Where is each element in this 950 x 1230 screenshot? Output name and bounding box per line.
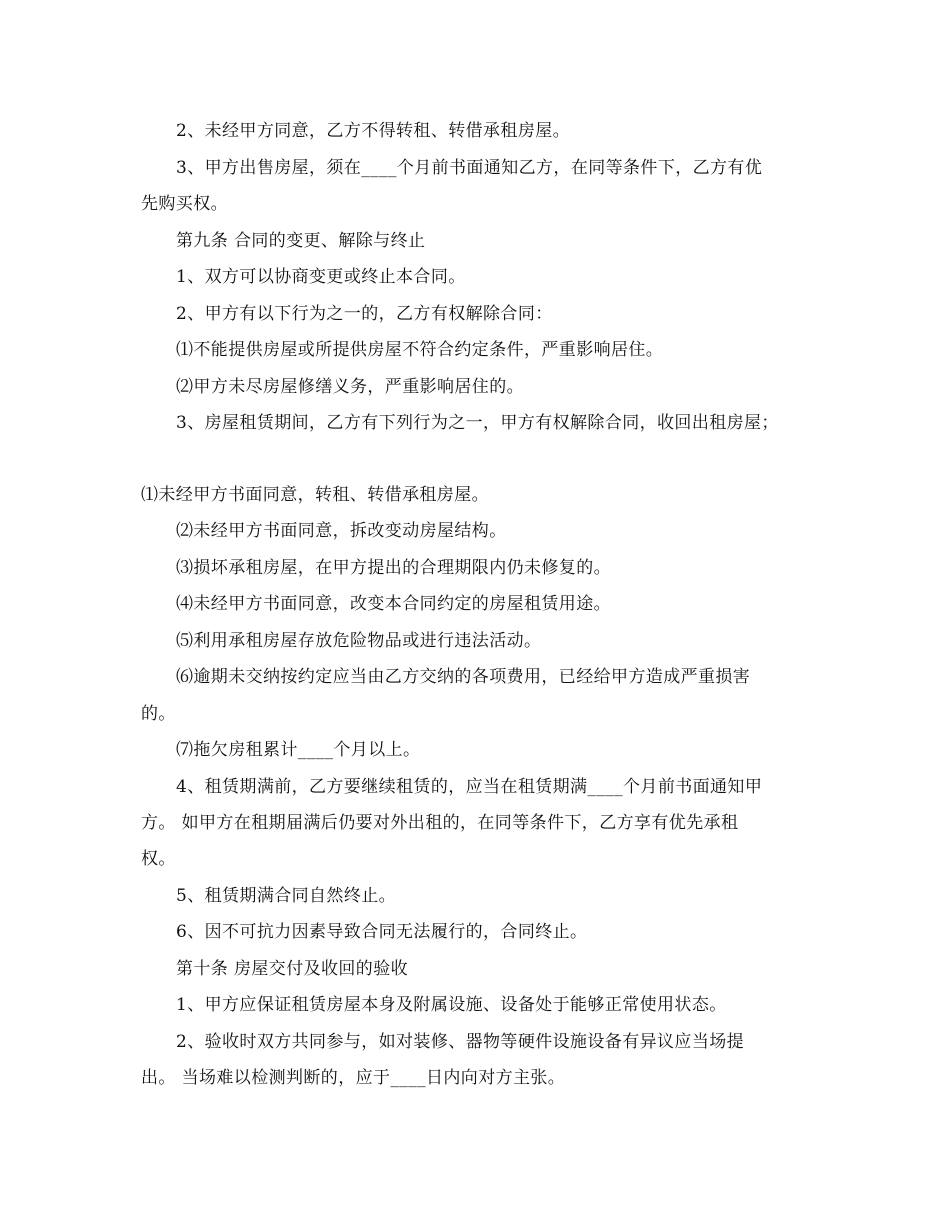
article-10-heading: 第十条 房屋交付及收回的验收	[176, 959, 409, 979]
article-9-item-3-sub-1: ⑴未经甲方书面同意，转租、转借承租房屋。	[141, 485, 489, 505]
article-9-item-4: 4、租赁期满前，乙方要继续租赁的，应当在租赁期满____个月前书面通知甲	[176, 777, 763, 797]
clause-8-item-2: 2、未经甲方同意，乙方不得转租、转借承租房屋。	[176, 121, 571, 141]
article-9-item-3-sub-6: ⑹逾期未交纳按约定应当由乙方交纳的各项费用，已经给甲方造成严重损害	[176, 667, 751, 687]
article-9-item-2: 2、甲方有以下行为之一的，乙方有权解除合同：	[176, 304, 553, 324]
article-9-item-4-cont: 方。 如甲方在租期届满后仍要对外出租的，在同等条件下，乙方享有优先承租	[141, 813, 739, 833]
clause-8-item-3: 3、甲方出售房屋，须在____个月前书面通知乙方，在同等条件下，乙方有优	[176, 158, 763, 178]
article-9-item-3-sub-7: ⑺拖欠房租累计____个月以上。	[176, 740, 421, 760]
article-9-item-6: 6、因不可抗力因素导致合同无法履行的，合同终止。	[176, 922, 588, 942]
article-9-item-4-cont-2: 权。	[141, 849, 176, 869]
article-9-item-3: 3、房屋租赁期间，乙方有下列行为之一，甲方有权解除合同，收回出租房屋；	[176, 413, 779, 433]
article-9-item-3-sub-4: ⑷未经甲方书面同意，改变本合同约定的房屋租赁用途。	[176, 594, 611, 614]
clause-8-item-3-cont: 先购买权。	[141, 194, 228, 214]
article-9-item-3-sub-6-cont: 的。	[141, 704, 176, 724]
article-9-item-2-sub-1: ⑴不能提供房屋或所提供房屋不符合约定条件，严重影响居住。	[176, 340, 664, 360]
article-9-item-2-sub-2: ⑵甲方未尽房屋修缮义务，严重影响居住的。	[176, 377, 524, 397]
article-10-item-1: 1、甲方应保证租赁房屋本身及附属设施、设备处于能够正常使用状态。	[176, 995, 727, 1015]
article-9-item-3-sub-5: ⑸利用承租房屋存放危险物品或进行违法活动。	[176, 631, 542, 651]
article-9-item-1: 1、双方可以协商变更或终止本合同。	[176, 267, 466, 287]
article-9-item-3-sub-2: ⑵未经甲方书面同意，拆改变动房屋结构。	[176, 521, 507, 541]
article-9-heading: 第九条 合同的变更、解除与终止	[176, 231, 426, 251]
article-10-item-2-cont: 出。 当场难以检测判断的，应于____日内向对方主张。	[141, 1068, 566, 1088]
article-9-item-5: 5、租赁期满合同自然终止。	[176, 886, 397, 906]
article-10-item-2: 2、验收时双方共同参与，如对装修、器物等硬件设施设备有异议应当场提	[176, 1032, 745, 1052]
article-9-item-3-sub-3: ⑶损坏承租房屋，在甲方提出的合理期限内仍未修复的。	[176, 558, 611, 578]
